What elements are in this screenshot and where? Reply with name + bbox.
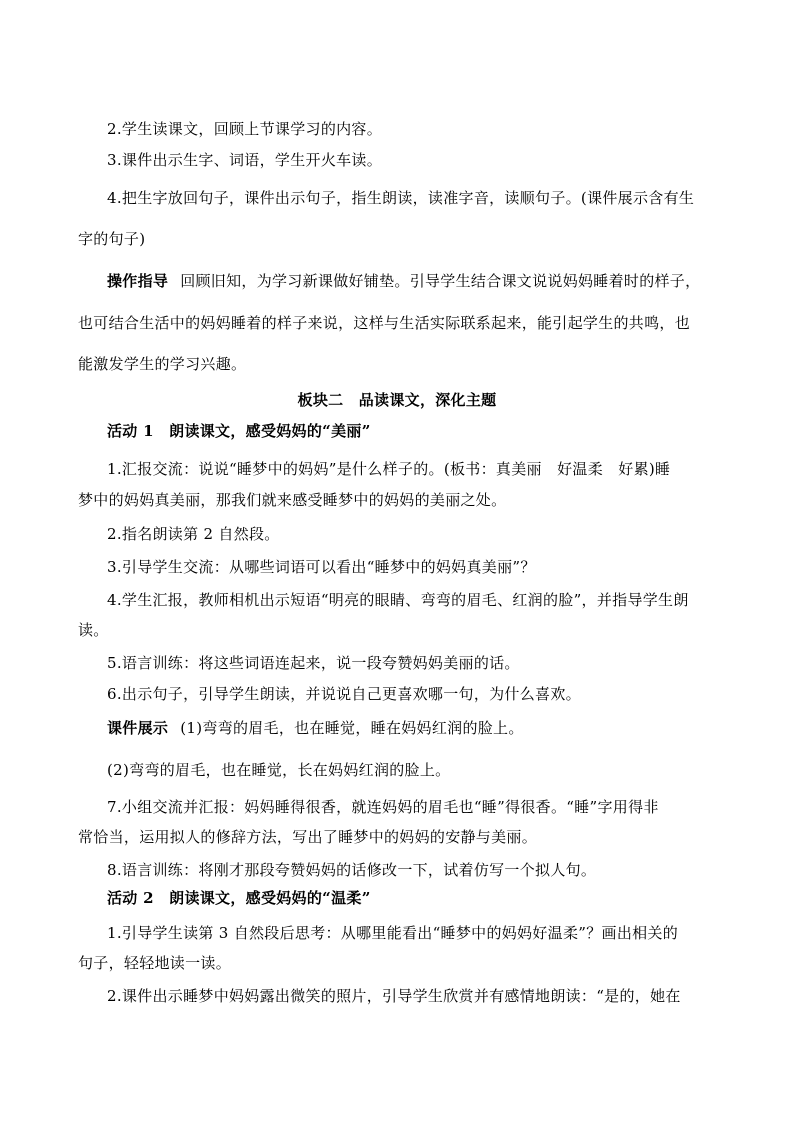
paragraph-line: 3.引导学生交流：从哪些词语可以看出“睡梦中的妈妈真美丽”？ — [107, 558, 536, 576]
guide-label: 操作指导 — [107, 272, 169, 290]
paragraph-line: 3.课件出示生字、词语，学生开火车读。 — [107, 151, 383, 169]
paragraph-line: 5.语言训练：将这些词语连起来，说一段夸赞妈妈美丽的话。 — [107, 654, 520, 672]
paragraph-line: 8.语言训练：将刚才那段夸赞妈妈的话修改一下，试着仿写一个拟人句。 — [107, 861, 597, 879]
paragraph-line: 1.汇报交流：说说“睡梦中的妈妈”是什么样子的。(板书：真美丽 好温柔 好累)睡 — [107, 460, 671, 478]
paragraph-line: 2.学生读课文，回顾上节课学习的内容。 — [107, 120, 383, 138]
section-heading: 板块二 品读课文，深化主题 — [297, 391, 497, 409]
paragraph-line: 4.学生汇报，教师相机出示短语“明亮的眼睛、弯弯的眉毛、红润的脸”，并指导学生朗 — [107, 591, 689, 609]
paragraph-line: 能激发学生的学习兴趣。 — [78, 355, 247, 373]
display-paragraph — [0, 718, 794, 738]
guide-text: 回顾旧知，为学习新课做好铺垫。引导学生结合课文说说妈妈睡着时的样子， — [180, 272, 701, 290]
paragraph-line: 2.指名朗读第 2 自然段。 — [107, 525, 280, 543]
paragraph-line: (2)弯弯的眉毛，也在睡觉，长在妈妈红润的脸上。 — [107, 761, 451, 779]
paragraph-line: 4.把生字放回句子，课件出示句子，指生朗读，读准字音，读顺句子。(课件展示含有生 — [107, 189, 695, 207]
activity-heading: 活动 2 朗读课文，感受妈妈的“温柔” — [107, 889, 371, 907]
display-label: 课件展示 — [107, 719, 169, 737]
paragraph-line: 2.课件出示睡梦中妈妈露出微笑的照片，引导学生欣赏并有感情地朗读：“是的，她在 — [107, 987, 681, 1005]
display-text: (1)弯弯的眉毛，也在睡觉，睡在妈妈红润的脸上。 — [180, 719, 524, 737]
paragraph-line: 也可结合生活中的妈妈睡着的样子来说，这样与生活实际联系起来，能引起学生的共鸣，也 — [78, 314, 691, 332]
paragraph-line: 梦中的妈妈真美丽，那我们就来感受睡梦中的妈妈的美丽之处。 — [78, 491, 507, 509]
paragraph-line: 7.小组交流并汇报：妈妈睡得很香，就连妈妈的眉毛也“睡”得很香。“睡”字用得非 — [107, 798, 659, 816]
paragraph-line: 6.出示句子，引导学生朗读，并说说自己更喜欢哪一句，为什么喜欢。 — [107, 685, 581, 703]
paragraph-line: 1.引导学生读第 3 自然段后思考：从哪里能看出“睡梦中的妈妈好温柔”？画出相关的 — [107, 924, 679, 942]
activity-heading: 活动 1 朗读课文，感受妈妈的“美丽” — [107, 422, 371, 440]
paragraph-line: 读。 — [78, 621, 109, 639]
paragraph-line: 句子，轻轻地读一读。 — [78, 954, 232, 972]
guide-paragraph — [0, 271, 794, 291]
paragraph-line: 常恰当，运用拟人的修辞方法，写出了睡梦中的妈妈的安静与美丽。 — [78, 828, 538, 846]
paragraph-line: 字的句子) — [78, 230, 146, 248]
